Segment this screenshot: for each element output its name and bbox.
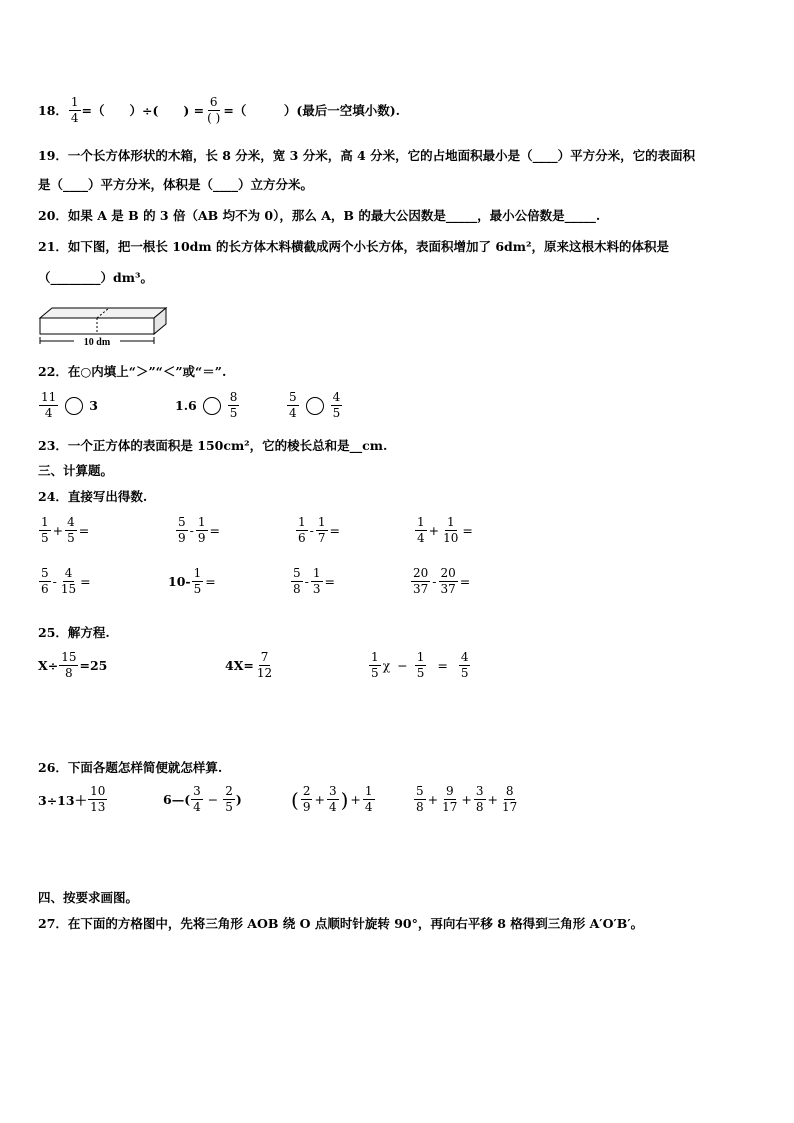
fraction: $\frac{6}{( )}$ [207, 95, 221, 125]
question-26: 26．下面各题怎样简便就怎样算. [38, 760, 223, 775]
compare-circle[interactable] [65, 397, 83, 415]
question-22: 22．在○内填上“＞”“＜”或“＝”. [38, 364, 227, 379]
compare-item-3: $\frac{5}{4}$ $\frac{4}{5}$ [289, 390, 341, 420]
section-3-title: 三、计算题。 [38, 463, 114, 478]
question-19-line-1: 19．一个长方体形状的木箱，长 8 分米，宽 3 分米，高 4 分米，它的占地面积最小是（____）平方分米，它的表面积 [38, 148, 696, 163]
question-19-line-2: 是（____）平方分米，体积是（____）立方分米。 [38, 177, 314, 192]
dimension-label: 10 dm [83, 337, 111, 348]
question-21-line-1: 21．如下图，把一根长 10dm 的长方体木料横截成两个小长方体，表面积增加了 6dm²，原来这根木料的体积是 [38, 239, 669, 254]
simplify-4: $\frac{5}{8}$ + $\frac{9}{17}$ + $\frac{3}{8}$ + $\frac{8}{17}$ [416, 784, 518, 814]
question-27: 27．在下面的方格图中，先将三角形 AOB 绕 O 点顺时针旋转 90°，再向右平移 8 格得到三角形 A′O′B′。 [38, 916, 644, 931]
calc-1-4: $\frac{1}{4}$ + $\frac{1}{10}$ = [417, 515, 473, 545]
calc-2-4: $\frac{20}{37}$ - $\frac{20}{37}$ = [413, 566, 471, 596]
simplify-3: ( $\frac{2}{9}$ + $\frac{3}{4}$ ) + $\frac{1}{4}$ [291, 784, 373, 814]
wood-block-figure [38, 306, 172, 348]
question-18: 18． $\frac{1}{4}$ =（ ）÷( ) = $\frac{6}{( )}$ =（ ）(最后一空填小数). [38, 95, 400, 125]
equation-1: X÷ $\frac{15}{8}$ =25 [38, 650, 108, 680]
equation-2: 4X= $\frac{7}{12}$ [225, 650, 273, 680]
compare-item-2: 1.6 $\frac{8}{5}$ [175, 390, 238, 420]
block-top-face [40, 308, 166, 318]
compare-circle[interactable] [306, 397, 324, 415]
calc-1-2: $\frac{5}{9}$ - $\frac{1}{9}$ = [178, 515, 220, 545]
question-21-line-2: （________）dm³。 [38, 270, 153, 285]
equation-3: $\frac{1}{5}$ χ − $\frac{1}{5}$ = $\frac{4}{5}$ [371, 650, 469, 680]
question-23: 23．一个正方体的表面积是 150cm²，它的棱长总和是__cm. [38, 438, 388, 453]
question-25: 25．解方程. [38, 625, 110, 640]
calc-1-3: $\frac{1}{6}$ - $\frac{1}{7}$ = [298, 515, 340, 545]
section-4-title: 四、按要求画图。 [38, 890, 139, 905]
fraction: $\frac{1}{4}$ [70, 95, 79, 125]
simplify-1: 3÷13＋ $\frac{10}{13}$ [38, 784, 106, 814]
calc-2-1: $\frac{5}{6}$ - $\frac{4}{15}$ = [41, 566, 91, 596]
question-20: 20．如果 A 是 B 的 3 倍（AB 均不为 0），那么 A，B 的最大公因数是_____，最小公倍数是_____. [38, 208, 601, 223]
calc-2-3: $\frac{5}{8}$ - $\frac{1}{3}$ = [293, 566, 335, 596]
calc-2-2: 10- $\frac{1}{5}$ = [168, 566, 216, 596]
compare-circle[interactable] [203, 397, 221, 415]
question-24: 24．直接写出得数. [38, 489, 148, 504]
calc-1-1: $\frac{1}{5}$ + $\frac{4}{5}$ = [41, 515, 90, 545]
simplify-2: 6—( $\frac{3}{4}$ − $\frac{2}{5}$ ) [163, 784, 242, 814]
compare-item-1: $\frac{11}{4}$ 3 [41, 390, 98, 420]
